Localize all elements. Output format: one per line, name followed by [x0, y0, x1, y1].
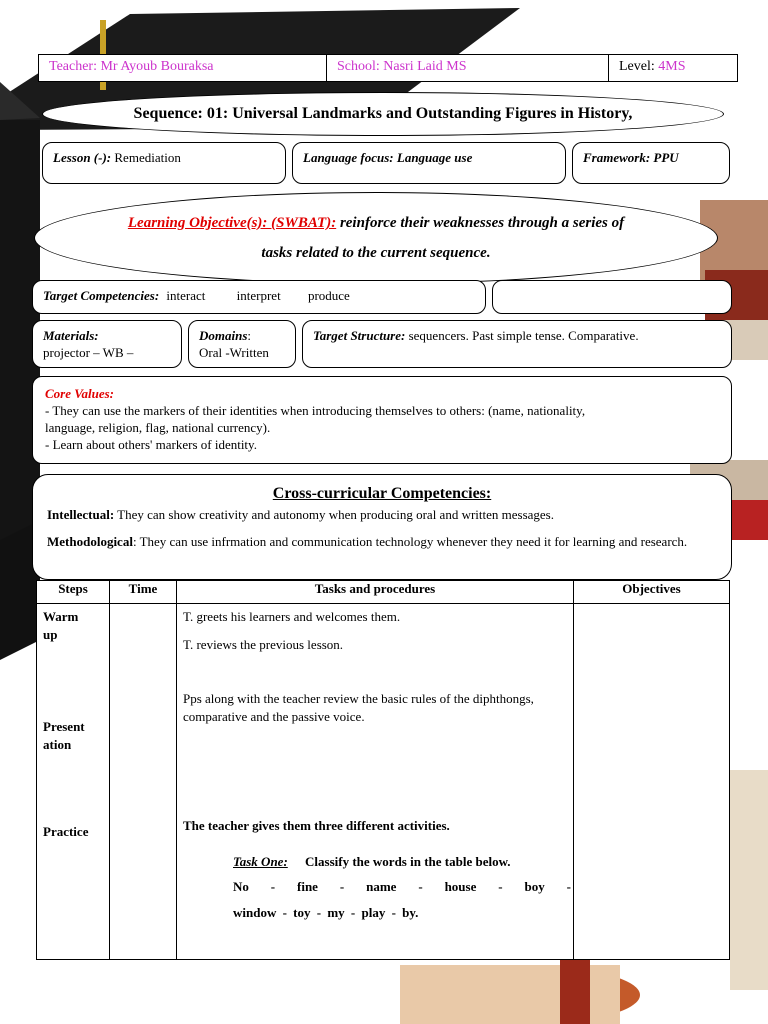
task-one-text: Classify the words in the table below.: [305, 854, 511, 870]
step-presentation: Present ation: [43, 719, 85, 753]
table-header-row: [37, 581, 730, 604]
domains-value: Oral -Written: [199, 345, 269, 360]
sequence-text: Sequence: 01: Universal Landmarks and Outstanding Figures in History,: [133, 105, 633, 122]
core-values-line2: language, religion, flag, national currency).: [45, 420, 271, 435]
cross-curricular-box: [32, 474, 732, 580]
target-competencies-label: Target Competencies:: [43, 288, 160, 303]
time-column: [110, 604, 177, 960]
learning-objective: [34, 192, 718, 284]
header-steps: Steps: [37, 581, 110, 604]
materials-value: projector – WB –: [43, 345, 134, 360]
level-value: 4MS: [658, 59, 686, 74]
word: No: [233, 879, 249, 895]
words-line-2: window - toy - my - play - by.: [233, 905, 419, 921]
step-warm-up: Warm up: [43, 609, 79, 643]
dash: -: [418, 879, 423, 895]
table-row: [37, 604, 730, 960]
dash: -: [339, 879, 345, 895]
header-info-table: [38, 54, 738, 82]
lesson-procedure-table: [36, 580, 730, 960]
target-structure-box: [302, 320, 732, 368]
level-label: Level:: [619, 59, 659, 74]
tasks-column: [177, 604, 574, 960]
presentation-task: Pps along with the teacher review the basic rules of the diphthongs, comparative and the passive voice.: [183, 691, 534, 725]
domains-label: Domains: [199, 328, 248, 343]
level-cell: [609, 55, 737, 81]
domains-box: Domains: Oral -Written: [188, 320, 296, 368]
objectives-column: [574, 604, 730, 960]
word: name: [366, 879, 397, 895]
header-time: Time: [110, 581, 177, 604]
target-structure-value: sequencers. Past simple tense. Comparative.: [405, 328, 639, 343]
practice-intro: The teacher gives them three different activities.: [183, 818, 450, 834]
methodological-text: : They can use infrmation and communication technology whenever they need it for learning and research.: [132, 534, 688, 549]
warm-up-task-2: T. reviews the previous lesson.: [183, 637, 344, 653]
lesson-box: [42, 142, 286, 184]
sequence-title: [42, 92, 724, 136]
words-line-1: [233, 879, 571, 895]
word: house: [444, 879, 477, 895]
dash: -: [566, 879, 571, 895]
objective-line1: reinforce their weaknesses through a series of: [336, 215, 625, 231]
methodological-label: Methodological: [47, 534, 133, 549]
word: boy: [524, 879, 545, 895]
objective-label: Learning Objective(s): (SWBAT):: [127, 215, 337, 231]
competency-produce: produce: [307, 288, 350, 303]
target-structure-label: Target Structure:: [313, 328, 406, 343]
core-values-line1: - They can use the markers of their identities when introducing themselves to others: (name, nationality,: [45, 403, 586, 418]
teacher-name: Teacher: Mr Ayoub Bouraksa: [39, 55, 327, 81]
language-focus-box: Language focus: Language use: [292, 142, 566, 184]
school-name: School: Nasri Laid MS: [327, 55, 609, 81]
cross-curricular-title: Cross-curricular Competencies:: [272, 485, 492, 502]
lesson-value: Remediation: [111, 150, 181, 165]
core-values-box: [32, 376, 732, 464]
intellectual-label: Intellectual:: [47, 507, 115, 522]
competency-interpret: interpret: [236, 288, 281, 303]
objective-line2: tasks related to the current sequence.: [261, 245, 491, 261]
word: fine: [297, 879, 318, 895]
core-values-line3: - Learn about others' markers of identity.: [45, 437, 257, 452]
competency-interact: interact: [166, 288, 206, 303]
framework-box: Framework: PPU: [572, 142, 730, 184]
warm-up-task-1: T. greets his learners and welcomes them.: [183, 609, 401, 625]
steps-column: [37, 604, 110, 960]
empty-box: [492, 280, 732, 314]
dash: -: [270, 879, 276, 895]
core-values-title: Core Values:: [45, 386, 114, 401]
materials-box: [32, 320, 182, 368]
materials-label: Materials:: [43, 328, 99, 343]
target-competencies-box: [32, 280, 486, 314]
lesson-label: Lesson (-):: [53, 150, 112, 165]
intellectual-text: They can show creativity and autonomy when producing oral and written messages.: [114, 507, 554, 522]
header-objectives: Objectives: [574, 581, 730, 604]
dash: -: [498, 879, 503, 895]
header-tasks: Tasks and procedures: [177, 581, 574, 604]
task-one-label: Task One:: [233, 854, 288, 870]
step-practice: Practice: [43, 824, 89, 840]
